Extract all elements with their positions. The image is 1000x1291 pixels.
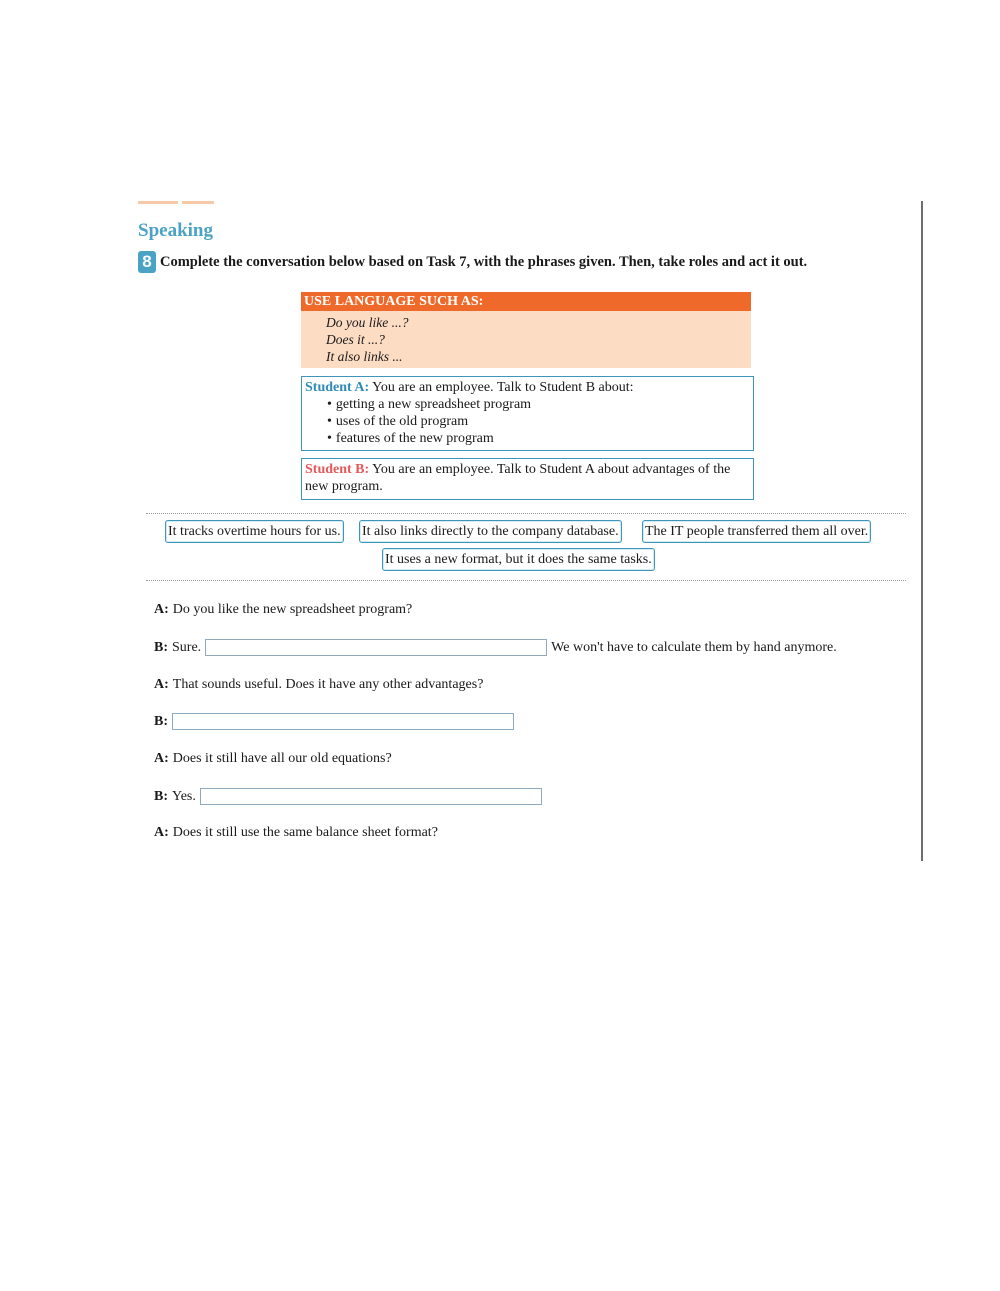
speaker-label: A: <box>154 825 169 840</box>
dialogue-line <box>154 639 837 656</box>
dialogue-text: Does it still have all our old equations? <box>172 751 392 766</box>
list-item: • getting a new spreadsheet program <box>327 396 751 413</box>
divider <box>146 513 906 514</box>
dialogue-text: Do you like the new spreadsheet program? <box>172 602 413 617</box>
divider <box>146 580 906 581</box>
dialogue-text: That sounds useful. Does it have any other advantages? <box>172 677 484 692</box>
student-a-text: You are an employee. Talk to Student B about: <box>372 380 634 395</box>
section-title: Speaking <box>138 220 213 241</box>
phrase-chip[interactable]: It tracks overtime hours for us. <box>165 520 344 543</box>
speaker-label: B: <box>154 713 168 729</box>
dialogue-text: Does it still use the same balance sheet format? <box>172 825 438 840</box>
student-b-card <box>301 458 754 500</box>
speaker-label: B: <box>154 639 168 655</box>
dialogue-line <box>154 677 483 693</box>
speaker-label: B: <box>154 788 168 804</box>
phrase-chip[interactable]: It also links directly to the company database. <box>359 520 622 543</box>
dialogue-line <box>154 602 412 618</box>
student-b-label: Student B: <box>305 462 370 477</box>
dialogue-line <box>154 713 518 730</box>
language-phrase: Does it ...? <box>326 332 385 347</box>
student-a-card <box>301 376 754 451</box>
answer-blank-2[interactable] <box>172 713 514 730</box>
student-a-bullets <box>305 396 751 447</box>
speaker-label: A: <box>154 677 169 692</box>
dialogue-line <box>154 825 438 841</box>
task-number-badge: 8 <box>138 251 156 273</box>
language-phrase: Do you like ...? <box>326 315 409 330</box>
phrase-chip[interactable]: It uses a new format, but it does the same tasks. <box>382 548 655 571</box>
top-decoration <box>138 201 218 205</box>
speaker-label: A: <box>154 751 169 766</box>
list-item: • features of the new program <box>327 430 751 447</box>
dialogue-text: We won't have to calculate them by hand anymore. <box>551 639 837 655</box>
list-item: • uses of the old program <box>327 413 751 430</box>
instruction-text: Complete the conversation below based on Task 7, with the phrases given. Then, take roles and act it out. <box>160 253 808 270</box>
answer-blank-1[interactable] <box>205 639 547 656</box>
task-instruction <box>138 251 807 273</box>
language-box-header: USE LANGUAGE SUCH AS: <box>301 292 751 311</box>
language-phrase: It also links ... <box>326 349 403 364</box>
speaker-label: A: <box>154 602 169 617</box>
student-b-text: You are an employee. Talk to Student A about advantages of the new program. <box>305 462 731 494</box>
dialogue-text: Yes. <box>172 788 196 804</box>
student-a-label: Student A: <box>305 380 370 395</box>
dialogue-text: Sure. <box>172 639 202 655</box>
page-edge-rule <box>921 201 923 861</box>
answer-blank-3[interactable] <box>200 788 542 805</box>
language-box-body <box>301 311 751 368</box>
phrase-chip[interactable]: The IT people transferred them all over. <box>642 520 871 543</box>
language-box <box>301 292 751 368</box>
dialogue-line <box>154 751 392 767</box>
dialogue-line <box>154 788 546 805</box>
